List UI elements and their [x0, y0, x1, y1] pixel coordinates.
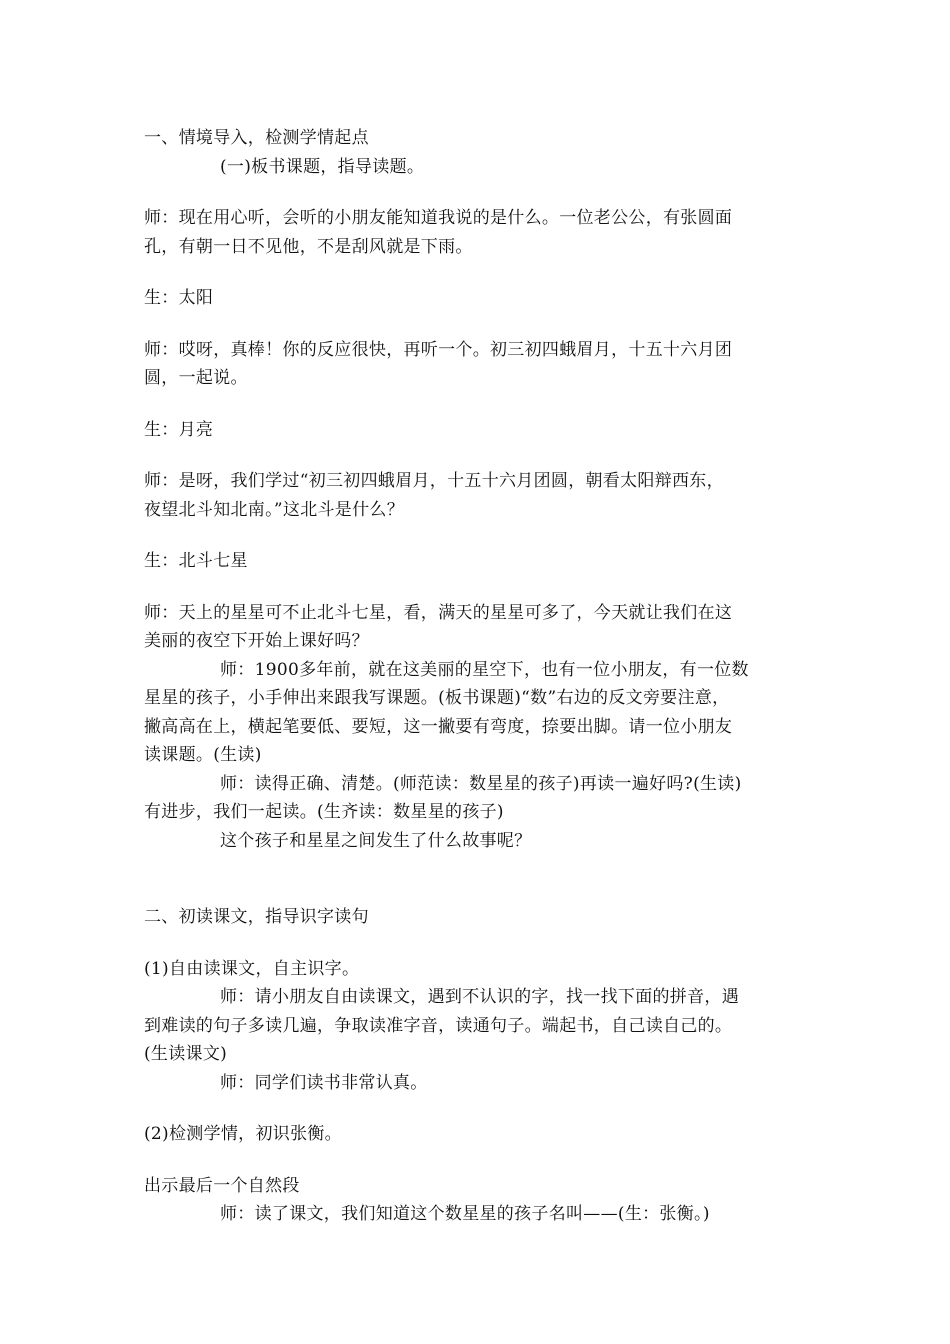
- paragraph-line: 圆，一起说。: [144, 368, 248, 388]
- spacer: [144, 261, 814, 284]
- paragraph-line: 师：是呀，我们学过“初三初四蛾眉月，十五十六月团圆，朝看太阳辩西东，: [144, 471, 724, 491]
- paragraph-line: 夜望北斗知北南。”这北斗是什么？: [144, 499, 404, 520]
- paragraph-line: 到难读的句子多读几遍，争取读准字音，读通句子。端起书，自己读自己的。: [144, 1015, 733, 1036]
- section-2: [144, 903, 814, 1229]
- spacer: [144, 313, 814, 336]
- student-line: 生：太阳: [144, 288, 214, 308]
- paragraph-line: 孔，有朝一日不见他，不是刮风就是下雨。: [144, 236, 473, 257]
- paragraph-line: 有进步，我们一起读。(生齐读：数星星的孩子): [144, 802, 504, 822]
- paragraph-line: 师：读得正确、清楚。(师范读：数星星的孩子)再读一遍好吗?(生读): [220, 773, 742, 794]
- step-paragraph: [144, 955, 814, 1098]
- spacer: [144, 932, 814, 955]
- section-1: [144, 124, 814, 855]
- step-heading: (1)自由读课文，自主识字。: [144, 958, 360, 979]
- paragraph-line: 师：读了课文，我们知道这个数星星的孩子名叫——(生：张衡。): [220, 1204, 710, 1224]
- paragraph-line: 师：哎呀，真棒！你的反应很快，再听一个。初三初四蛾眉月，十五十六月团: [144, 339, 733, 360]
- step-heading: (2)检测学情，初识张衡。: [144, 1124, 342, 1144]
- student-line: 生：月亮: [144, 419, 214, 440]
- step-paragraph: [144, 1172, 814, 1229]
- student-line: 生：北斗七星: [144, 551, 248, 571]
- paragraph-line: 师：天上的星星可不止北斗七星，看，满天的星星可多了，今天就让我们在这: [144, 602, 733, 623]
- document-page: [144, 124, 814, 1229]
- paragraph-line: 撇高高在上，横起笔要低、要短，这一撇要有弯度，捺要出脚。请一位小朋友: [144, 716, 733, 737]
- paragraph-line: 星星的孩子，小手伸出来跟我写课题。(板书课题)“数”右边的反文旁要注意，: [144, 688, 730, 708]
- spacer: [144, 855, 814, 903]
- paragraph-line: (生读课文): [144, 1044, 228, 1064]
- section-heading: 二、初读课文，指导识字读句: [144, 907, 369, 927]
- spacer: [144, 1097, 814, 1120]
- paragraph-line: 师：请小朋友自由读课文，遇到不认识的字，找一找下面的拼音，遇: [220, 987, 739, 1007]
- section-heading: 一、情境导入，检测学情起点: [144, 128, 369, 148]
- paragraph-line: 这个孩子和星星之间发生了什么故事呢？: [220, 830, 532, 851]
- subsection-heading: (一)板书课题，指导读题。: [220, 156, 425, 177]
- spacer: [144, 1149, 814, 1172]
- paragraph-line: 读课题。(生读): [144, 745, 262, 765]
- teacher-paragraph: [144, 467, 814, 524]
- teacher-paragraph: [144, 599, 814, 856]
- paragraph-line: 师：同学们读书非常认真。: [220, 1072, 428, 1093]
- paragraph-line: 出示最后一个自然段: [144, 1175, 300, 1196]
- spacer: [144, 181, 814, 204]
- spacer: [144, 576, 814, 599]
- spacer: [144, 524, 814, 547]
- paragraph-line: 师：现在用心听，会听的小朋友能知道我说的是什么。一位老公公，有张圆面: [144, 208, 733, 228]
- paragraph-line: 师：1900多年前，就在这美丽的星空下，也有一位小朋友，有一位数: [220, 659, 749, 680]
- teacher-paragraph: [144, 204, 814, 261]
- paragraph-line: 美丽的夜空下开始上课好吗？: [144, 631, 369, 651]
- spacer: [144, 444, 814, 467]
- spacer: [144, 393, 814, 416]
- teacher-paragraph: [144, 336, 814, 393]
